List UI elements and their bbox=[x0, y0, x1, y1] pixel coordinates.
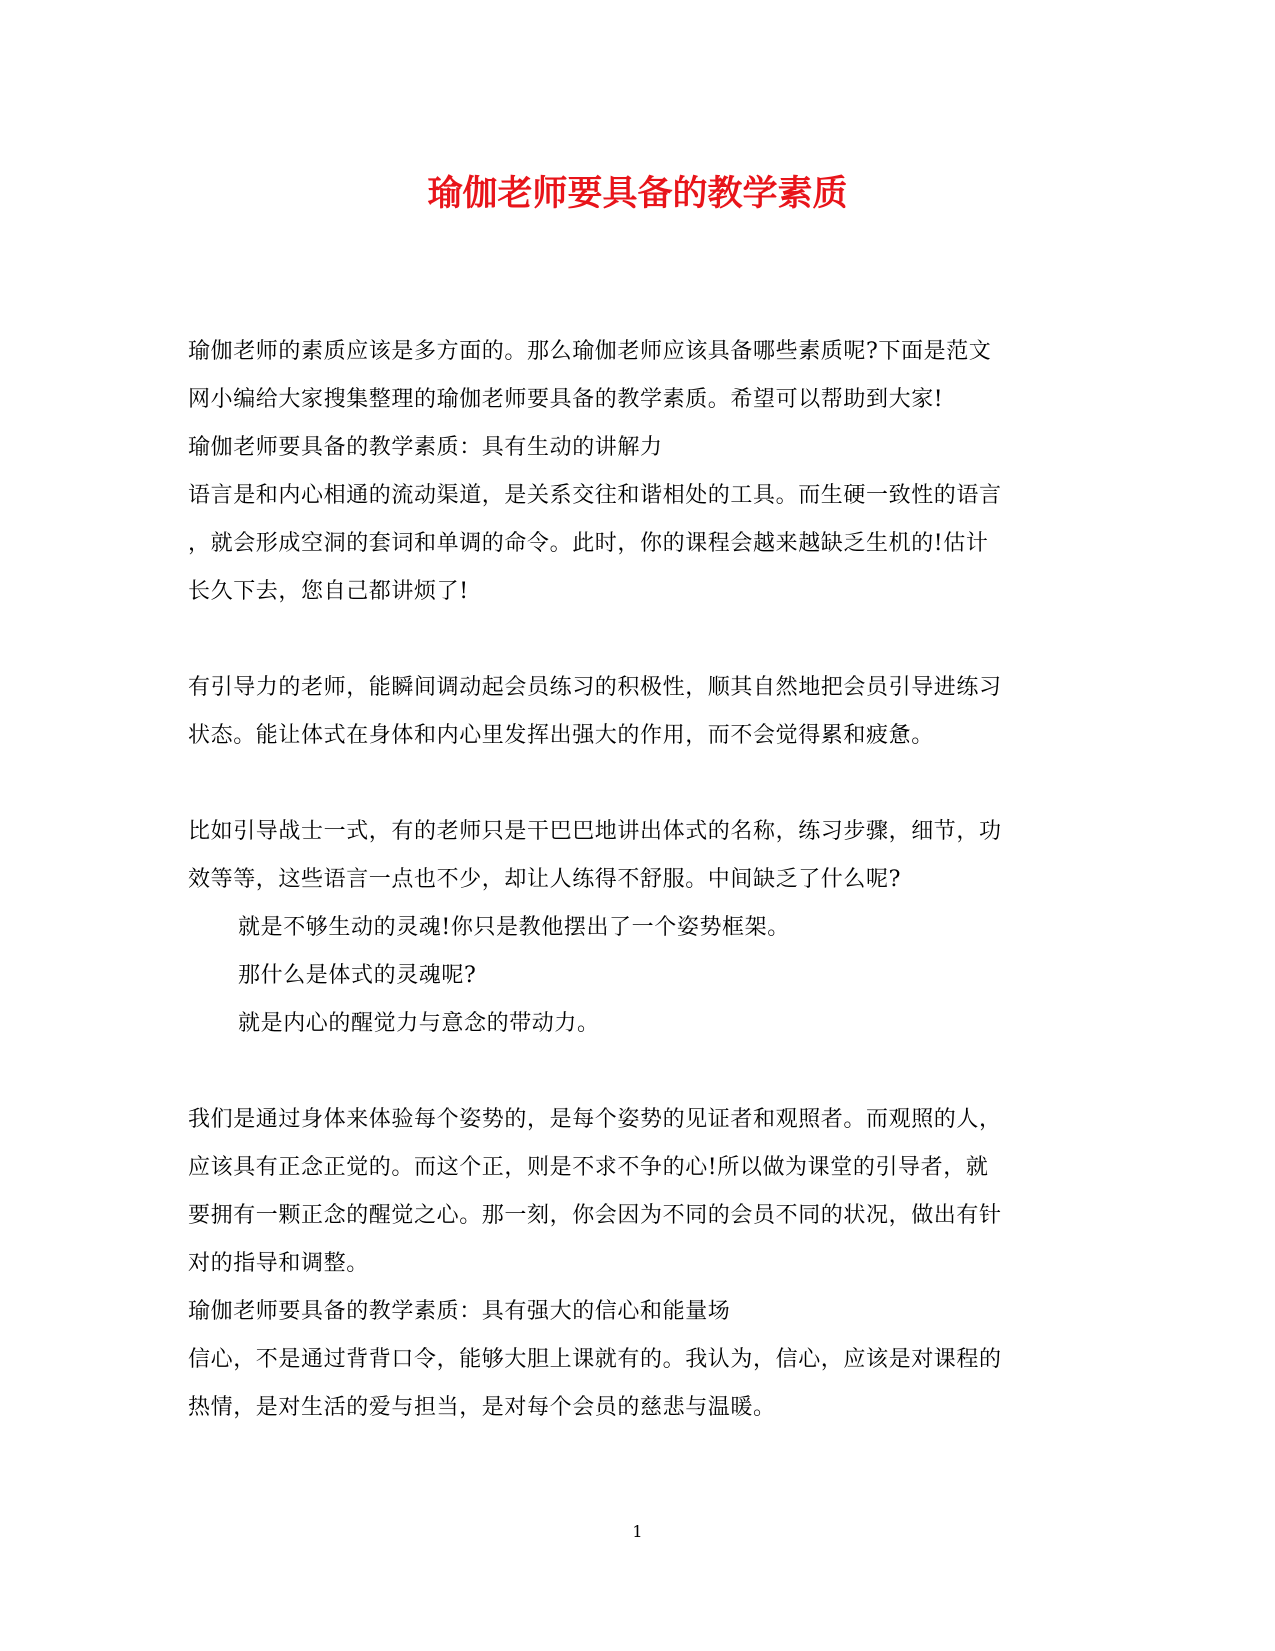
paragraph-line: 对的指导和调整。 bbox=[188, 1251, 369, 1276]
section-heading: 瑜伽老师要具备的教学素质：具有强大的信心和能量场 bbox=[188, 1299, 731, 1324]
indented-line: 就是内心的醒觉力与意念的带动力。 bbox=[238, 1011, 600, 1036]
paragraph-gap bbox=[188, 1048, 1092, 1096]
paragraph-line: 我们是通过身体来体验每个姿势的，是每个姿势的见证者和观照者。而观照的人， bbox=[188, 1107, 1002, 1132]
paragraph-line: 状态。能让体式在身体和内心里发挥出强大的作用，而不会觉得累和疲惫。 bbox=[188, 723, 934, 748]
paragraph-line: 比如引导战士一式，有的老师只是干巴巴地讲出体式的名称，练习步骤，细节，功 bbox=[188, 819, 1002, 844]
paragraph-line: 语言是和内心相通的流动渠道，是关系交往和谐相处的工具。而生硬一致性的语言 bbox=[188, 483, 1002, 508]
paragraph-line: 效等等，这些语言一点也不少，却让人练得不舒服。中间缺乏了什么呢? bbox=[188, 867, 901, 892]
paragraph-line: 信心，不是通过背背口令，能够大胆上课就有的。我认为，信心，应该是对课程的 bbox=[188, 1347, 1002, 1372]
document-body bbox=[188, 328, 1092, 1432]
paragraph-line: 网小编给大家搜集整理的瑜伽老师要具备的教学素质。希望可以帮助到大家! bbox=[188, 387, 944, 412]
paragraph-line: ，就会形成空洞的套词和单调的命令。此时，你的课程会越来越缺乏生机的!估计 bbox=[188, 531, 989, 556]
paragraph-line: 瑜伽老师的素质应该是多方面的。那么瑜伽老师应该具备哪些素质呢?下面是范文 bbox=[188, 339, 992, 364]
paragraph-line: 热情，是对生活的爱与担当，是对每个会员的慈悲与温暖。 bbox=[188, 1395, 776, 1420]
section-heading: 瑜伽老师要具备的教学素质：具有生动的讲解力 bbox=[188, 435, 663, 460]
paragraph-line: 要拥有一颗正念的醒觉之心。那一刻，你会因为不同的会员不同的状况，做出有针 bbox=[188, 1203, 1002, 1228]
paragraph-line: 长久下去，您自己都讲烦了! bbox=[188, 579, 469, 604]
indented-line: 就是不够生动的灵魂!你只是教他摆出了一个姿势框架。 bbox=[238, 915, 790, 940]
indented-line: 那什么是体式的灵魂呢? bbox=[238, 963, 477, 988]
page-number: 1 bbox=[632, 1522, 643, 1541]
paragraph-gap bbox=[188, 760, 1092, 808]
paragraph-line: 有引导力的老师，能瞬间调动起会员练习的积极性，顺其自然地把会员引导进练习 bbox=[188, 675, 1002, 700]
paragraph-gap bbox=[188, 616, 1092, 664]
paragraph-line: 应该具有正念正觉的。而这个正，则是不求不争的心!所以做为课堂的引导者，就 bbox=[188, 1155, 989, 1180]
document-title: 瑜伽老师要具备的教学素质 bbox=[427, 173, 848, 214]
